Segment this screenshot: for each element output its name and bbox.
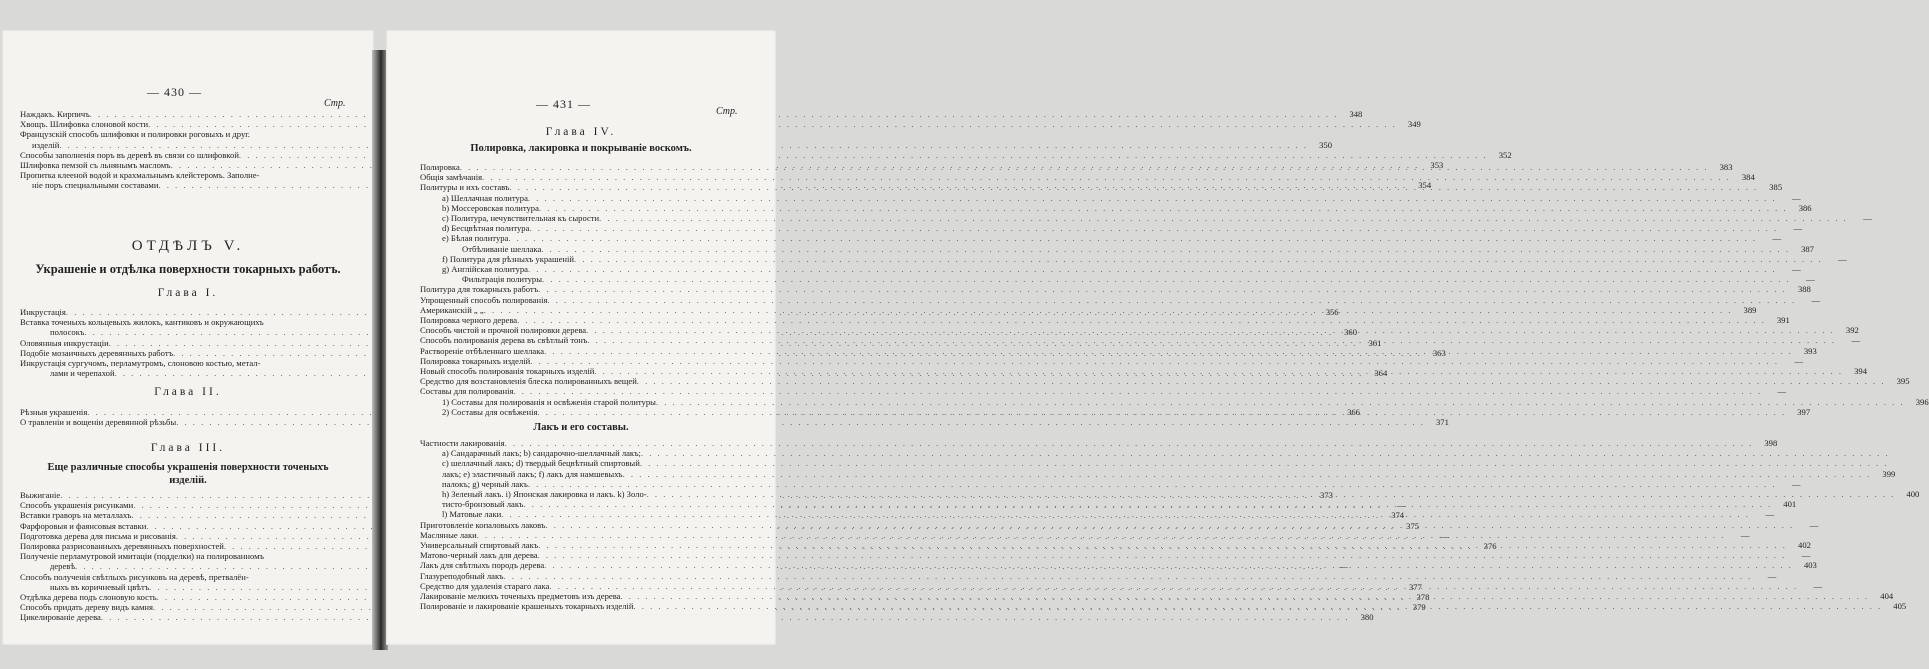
toc-entry-page: — xyxy=(1851,335,1861,346)
chapter-heading: Глава I. xyxy=(157,287,219,299)
toc-entry xyxy=(420,274,1815,285)
toc-entry xyxy=(420,478,1801,489)
toc-entry-page: — xyxy=(1791,478,1801,489)
toc-entry-title: Универсальный спиртовый лакъ xyxy=(420,540,539,551)
toc-entry xyxy=(420,468,1896,479)
chapter-heading: Глава III. xyxy=(150,442,226,454)
toc-entry: Полученіе перламутровой имитаціи (подделки) на полированномъ xyxy=(20,551,264,562)
toc-entry: О травленіи и вощеніи деревянной рѣзьбы . . . 371 xyxy=(20,417,342,427)
toc-entry: Вставки граворъ на металлахъ . . . 374 xyxy=(20,510,342,520)
toc-entry xyxy=(420,355,1803,366)
toc-entry-title: Лакъ для свѣтлыхъ породъ дерева xyxy=(420,560,545,571)
dot-leader xyxy=(528,264,1777,274)
toc-entry-page: 386 xyxy=(1798,202,1812,213)
dot-leader xyxy=(538,550,1787,560)
dot-leader xyxy=(549,581,1798,591)
toc-entry-page: 402 xyxy=(1798,540,1811,551)
toc-entry-title: Новый способъ полированія токарныхъ изделій xyxy=(420,366,595,377)
toc-entry-page: 388 xyxy=(1797,284,1811,295)
dot-leader xyxy=(641,448,1890,458)
dot-leader xyxy=(528,193,1777,203)
dot-leader xyxy=(482,172,1731,182)
toc-entry-page: — xyxy=(1792,264,1801,275)
toc-entry: Инкрустація . . . 356 xyxy=(20,307,342,317)
toc-entry: Способъ полученія свѣтлыхъ рисунковъ на деревѣ, претвалён- xyxy=(20,571,249,582)
toc-entry-page: 391 xyxy=(1776,315,1790,326)
toc-entry-page: 383 xyxy=(1719,162,1733,172)
toc-entry-title: Лакированіе мелкихъ точеныхъ предметовъ изъ дерева xyxy=(420,591,621,602)
toc-entry-title: Политуры и ихъ составъ xyxy=(420,182,510,193)
dot-leader xyxy=(508,233,1757,243)
toc-entry-page: 401 xyxy=(1783,499,1797,510)
str-label: Стр. xyxy=(324,98,346,109)
dot-leader xyxy=(530,356,1779,366)
toc-entry-title: Приготовленіе копаловыхъ лаковъ xyxy=(420,519,546,530)
toc-entry-title: тисто-бронзовый лакъ xyxy=(442,499,524,510)
dot-leader xyxy=(477,530,1726,540)
toc-entry-title: Составы для полированія xyxy=(420,386,514,397)
chapter-title: Полировка, лакировка и покрываніе воскомъ. xyxy=(470,143,692,154)
dot-leader xyxy=(544,346,1793,356)
toc-entry-cont: изделій . . . 350 xyxy=(20,140,342,150)
toc-entry: Отдѣлка дерева подъ слоновую кость . . . 378 xyxy=(20,592,342,602)
toc-entry-title: Общія замѣчанія xyxy=(420,172,483,183)
dot-leader xyxy=(594,366,1843,376)
dot-leader xyxy=(528,479,1777,489)
dot-leader xyxy=(537,407,1786,417)
toc-entry-title: Американскій „ „ xyxy=(420,304,484,315)
toc-entry-title: Средство для удаленія стараго лака xyxy=(420,580,550,591)
page-number: — 431 — xyxy=(536,97,591,111)
page-number: — 430 — xyxy=(147,85,202,99)
toc-entry-title: Матово-черный лакъ для дерева xyxy=(420,550,538,561)
dot-leader xyxy=(586,325,1835,335)
dot-leader xyxy=(587,335,1836,345)
toc-entry: Пропитка клееной водой и крахмальнымъ клейстеромъ. Заполне- xyxy=(20,170,260,181)
toc-entry: Выжиганіе . . . 373 xyxy=(20,490,342,500)
dot-leader xyxy=(656,397,1905,407)
toc-entry xyxy=(420,376,1910,387)
dot-leader xyxy=(647,489,1896,499)
toc-entry-title: c) шеллачный лакъ; d) твердый бецвѣтный спиртовый xyxy=(442,458,640,469)
toc-entry xyxy=(420,458,760,468)
toc-entry-title: h) Зеленый лакъ. i) Японская лакировка и лакъ. k) Золо- xyxy=(442,489,647,500)
toc-entry: Оловянныя инкрустаціи . . . 361 xyxy=(20,338,342,348)
toc-entry: Рѣзныя украшенія . . . 366 xyxy=(20,407,342,417)
dot-leader xyxy=(538,540,1787,550)
dot-leader xyxy=(501,509,1750,519)
toc-entry xyxy=(420,396,1929,407)
toc-entry xyxy=(420,264,1801,275)
dot-leader xyxy=(523,499,1772,509)
toc-entry-title: Глазуреподобный лакъ xyxy=(420,570,504,581)
toc-entry-title: l) Матовые лаки xyxy=(442,509,502,520)
toc-entry-title: лакъ; e) эластичный лакъ; f) лакъ для намшевыхъ xyxy=(442,468,623,479)
toc-entry: Подготовка дерева для письма и рисованія . . . — xyxy=(20,531,342,541)
toc-entry-title: g) Англійская политура xyxy=(442,264,528,275)
toc-entry xyxy=(420,172,1755,183)
toc-entry-page: 395 xyxy=(1896,376,1910,387)
dot-leader xyxy=(547,295,1796,305)
toc-entry-page: 400 xyxy=(1906,489,1920,500)
toc-entry-title: Способъ чистой и прочной полировки дерева xyxy=(420,325,587,336)
toc-entry: Подобіе мозаичныхъ деревянныхъ работъ . . . 363 xyxy=(20,348,342,358)
toc-entry-title: Отбѣливаніе шеллака xyxy=(462,243,542,254)
toc-entry xyxy=(420,438,1778,448)
toc-entry-title: Политура для токарныхъ работъ xyxy=(420,284,539,295)
toc-entry xyxy=(420,448,760,458)
toc-entry-page: — xyxy=(1811,294,1821,305)
toc-entry-page: 394 xyxy=(1854,366,1867,377)
dot-leader xyxy=(505,438,1754,448)
toc-entry: Хвощъ. Шлифовка слоновой кости . . . 349 xyxy=(20,119,342,129)
toc-entry: Вставка точеныхъ кольцевыхъ жилокъ, кантиковъ и окружающихъ xyxy=(20,317,264,328)
toc-entry xyxy=(420,570,1777,581)
chapter-heading: Глава IV. xyxy=(545,126,617,138)
dot-leader xyxy=(640,458,1889,468)
toc-entry xyxy=(420,315,1790,326)
toc-entry: Шлифовка пемзой съ льнянымъ масломъ . . . 353 xyxy=(20,160,342,170)
toc-entry-title: Упрощенный способъ полированія xyxy=(420,294,548,305)
toc-entry-page: — xyxy=(1813,580,1823,591)
toc-entry-page: 399 xyxy=(1882,468,1896,479)
toc-entry: Полировка разрисованныхъ деревянныхъ поверхностей . . . 376 xyxy=(20,541,342,551)
toc-entry-page: 389 xyxy=(1743,304,1757,315)
toc-entry-page: — xyxy=(1767,570,1777,581)
toc-entry-title: 1) Составы для полированія и освѣженія старой политуры xyxy=(442,396,656,407)
toc-entry-page: 405 xyxy=(1893,601,1907,612)
toc-entry-page: 398 xyxy=(1764,438,1778,448)
toc-entry-title: Фильтрація политуры xyxy=(462,274,543,285)
chapter-title xyxy=(2,461,374,487)
toc-entry: Способъ украшенія рисунками . . . — xyxy=(20,500,342,510)
toc-entry: Способы заполненія поръ въ деревѣ въ связи со шлифовкой . . . 352 xyxy=(20,150,342,160)
toc-entry-page: 384 xyxy=(1741,172,1755,183)
toc-entry-title: Полированіе и лакированіе крашеныхъ токарныхъ изделій xyxy=(420,601,634,612)
chapter-title-line: изделій. xyxy=(169,475,207,486)
dot-leader xyxy=(538,284,1787,294)
toc-entry-title: e) Бѣлая политура xyxy=(442,233,509,244)
toc-entry-page: 396 xyxy=(1915,396,1929,407)
dot-leader xyxy=(541,244,1790,254)
toc-entry-title: 2) Составы для освѣженія xyxy=(442,406,538,417)
toc-entry-page: — xyxy=(1794,355,1803,366)
toc-entry-cont: полосокъ . . . 360 xyxy=(20,327,342,337)
dot-leader xyxy=(545,520,1794,530)
dot-leader xyxy=(504,571,1753,581)
dot-leader xyxy=(517,315,1766,325)
toc-entry-title: Способъ полированія дерева въ свѣтлый тонъ xyxy=(420,335,588,346)
toc-entry xyxy=(420,243,1814,254)
section-title: Украшеніе и отдѣлка поверхности токарныхъ работъ. xyxy=(35,262,341,276)
toc-entry xyxy=(420,202,1812,213)
toc-entry xyxy=(420,192,1801,203)
toc-entry-page: — xyxy=(1801,550,1811,561)
toc-entry-page: — xyxy=(1777,386,1787,397)
str-label: Стр. xyxy=(716,106,738,117)
toc-entry-title: Полировка xyxy=(420,162,460,172)
toc-entry-page: 397 xyxy=(1797,406,1811,417)
dot-leader xyxy=(513,386,1762,396)
dot-leader xyxy=(509,182,1758,192)
chapter-heading: Глава II. xyxy=(154,386,222,398)
toc-entry-title: Средство для возстановленія блеска полированныхъ вещей xyxy=(420,376,637,387)
dot-leader xyxy=(574,254,1823,264)
toc-entry-page: 392 xyxy=(1845,325,1859,336)
otdel-heading: ОТДѢЛЪ V. xyxy=(131,238,245,254)
toc-entry xyxy=(420,294,1821,305)
dot-leader xyxy=(637,376,1886,386)
lacquer-heading: Лакъ и его составы. xyxy=(533,422,629,433)
dot-leader xyxy=(542,274,1791,284)
toc-entry-title: d) Бесцвѣтная политура xyxy=(442,223,530,234)
toc-entry xyxy=(420,386,1787,397)
toc-entry-cont: лами и черепахой . . . 364 xyxy=(20,368,342,378)
toc-entry-cont: ныхъ въ коричневый цвѣтъ . . . 377 xyxy=(20,582,342,592)
toc-entry: Способъ придать дереву видъ камня . . . 379 xyxy=(20,602,342,612)
dot-leader xyxy=(484,305,1733,315)
dot-leader xyxy=(599,213,1848,223)
toc-entry-title: Полировка токарныхъ изделій xyxy=(420,355,531,366)
toc-entry-title: c) Политура, нечувствительная къ сырости xyxy=(442,213,600,224)
toc-entry-title: Частности лакированія xyxy=(420,438,505,448)
toc-entry-cont: деревѣ . . . — xyxy=(20,561,342,571)
toc-entry-page: — xyxy=(1806,274,1815,285)
toc-entry-title: b) Моссеровская политура xyxy=(442,202,539,213)
toc-entry-title: палокъ; g) черный лакъ xyxy=(442,478,528,489)
toc-entry-page: 387 xyxy=(1801,243,1814,254)
toc-entry xyxy=(420,284,1811,295)
dot-leader xyxy=(529,223,1778,233)
toc-entry xyxy=(420,213,1872,224)
toc-entry-page: 393 xyxy=(1803,345,1817,356)
toc-entry-page: — xyxy=(1809,519,1819,530)
toc-entry-page: — xyxy=(1765,509,1774,520)
toc-entry: Инкрустація сургучомъ, перламутромъ, слоновою костью, метал- xyxy=(20,358,261,369)
toc-entry: Цикелированіе дерева . . . 380 xyxy=(20,612,342,622)
toc-entry-page: — xyxy=(1792,192,1801,203)
toc-entry-page: 385 xyxy=(1769,182,1783,193)
dot-leader xyxy=(623,469,1872,479)
dot-leader xyxy=(544,560,1793,570)
toc-entry-title: Полировка черного дерева xyxy=(420,315,518,326)
toc-entry-title: a) Шеллачная политура xyxy=(442,192,528,203)
toc-entry-page: — xyxy=(1793,223,1803,234)
toc-entry-cont: ніе поръ специальными составами . . . 354 xyxy=(20,180,342,190)
toc-entry-title: a) Сандарачный лакъ; b) сандарочно-шеллачный лакъ; xyxy=(442,448,641,459)
toc-entry: Наждакъ. Кирпичъ . . . 348 xyxy=(20,109,342,119)
toc-entry-page: 403 xyxy=(1803,560,1817,571)
toc-entry-title: Масляные лаки xyxy=(420,529,477,540)
toc-entry-page: — xyxy=(1772,233,1782,244)
dot-leader xyxy=(620,591,1869,601)
toc-entry xyxy=(420,253,1847,264)
toc-entry: Фарфоровыя и фаянсовыя вставки . . . 375 xyxy=(20,521,342,531)
toc-entry xyxy=(420,550,1811,561)
chapter-title-line: Еще различные способы украшенія поверхности точеныхъ xyxy=(47,462,329,473)
toc-entry-title: Раствореніе отбѣленнаго шеллака xyxy=(420,345,545,356)
toc-entry-page: — xyxy=(1838,253,1847,264)
toc-entry-page: 404 xyxy=(1880,591,1894,602)
dot-leader xyxy=(539,203,1788,213)
toc-entry-page: — xyxy=(1740,529,1750,540)
toc-entry-title: f) Политура для рѣзныхъ украшеній xyxy=(442,253,575,264)
toc-entry-page: — xyxy=(1863,213,1872,224)
dot-leader xyxy=(460,162,1709,172)
toc-entry: Французскій способъ шлифовки и полировки роговыхъ и друг. xyxy=(20,129,250,140)
toc-entry xyxy=(420,223,1803,234)
dot-leader xyxy=(634,601,1883,611)
toc-entry xyxy=(420,233,1782,244)
